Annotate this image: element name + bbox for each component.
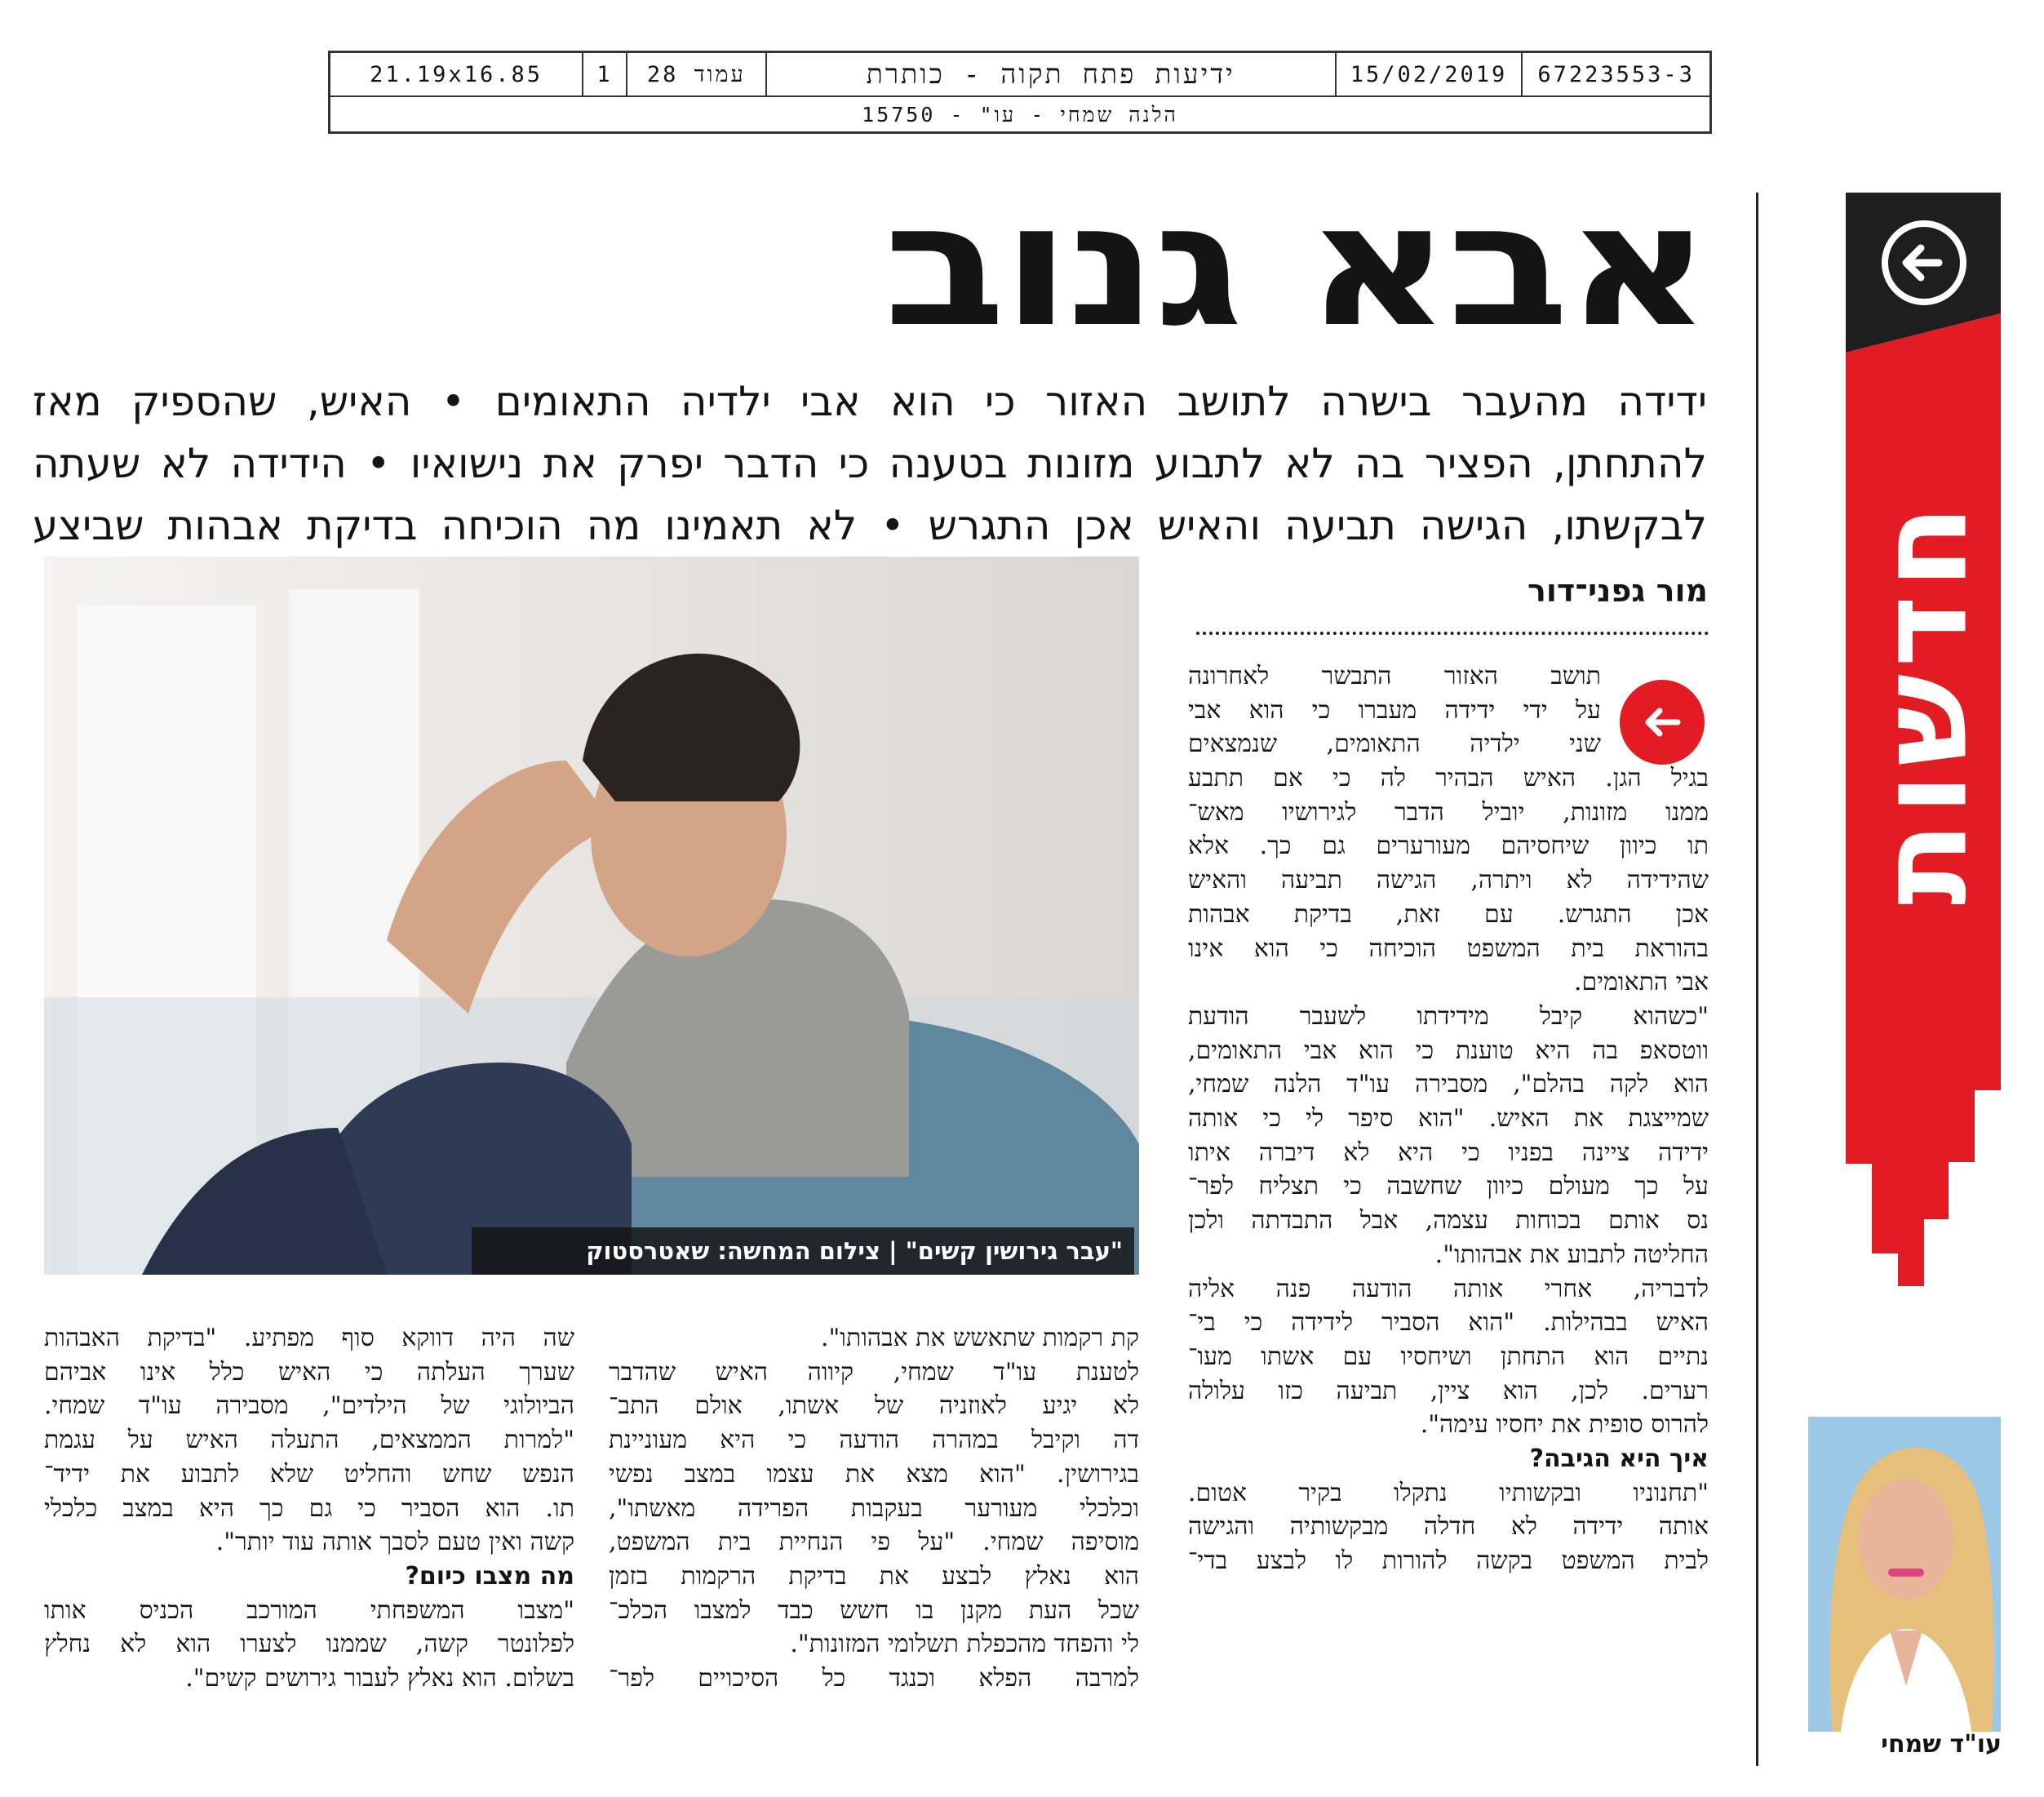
item-count: 1 xyxy=(582,53,626,95)
text-line: שני ילדיה התאומים, שנמצאים xyxy=(1188,730,1601,759)
text-line: בהוראת בית המשפט הוכיחה כי הוא אינו xyxy=(1188,934,1709,963)
text-line: להרוס סופית את יחסיו עימה". xyxy=(1420,1410,1709,1440)
text-line: לי והפחד מהכפלת תשלומי המזונות". xyxy=(790,1630,1139,1659)
text-line: שערך העלתה כי האיש כלל אינו אביהם xyxy=(44,1357,574,1387)
subtitle-line: להתחתן, הפציר בה לא לתבוע מזונות בטענה כי הדבר יפרק את נישואיו • הידידה לא שעתה xyxy=(33,440,1707,487)
text-line: החליטה לתבוע את אבהותו". xyxy=(1434,1240,1709,1269)
text-line: ממנו מזונות, יוביל הדבר לגירושיו מאש־ xyxy=(1188,797,1709,827)
text-line: קשה ואין טעם לסבך אותה עוד יותר". xyxy=(215,1528,574,1557)
article-photo xyxy=(44,557,1139,1275)
subtitle-line: ידידה מהעבר בישרה לתושב האזור כי הוא אבי ילדיה התאומים • האיש, שהספיק מאז xyxy=(33,378,1707,425)
text-line: רערים. לכן, הוא ציין, תביעה כזו עלולה xyxy=(1188,1376,1709,1405)
subheading-question: מה מצבו כיום? xyxy=(405,1561,574,1591)
text-line: על כך מעולם כיוון שחשבה כי תצליח לפר־ xyxy=(1188,1172,1709,1201)
byline-divider xyxy=(1196,632,1709,635)
page-number: עמוד 28 xyxy=(626,53,765,95)
text-line: אבי התאומים. xyxy=(1574,968,1709,997)
text-line: תו כיוון שיחסיהם מעורערים גם כך. אלא xyxy=(1188,832,1709,861)
byline: מור גפני־דור xyxy=(1527,573,1708,609)
text-line: שכל העת מקנן בו חשש כבד למצבו הכלכ־ xyxy=(609,1595,1139,1625)
text-line: קת רקמות שתאשש את אבהותו". xyxy=(820,1324,1139,1352)
text-line: הוא נאלץ לבצע את בדיקת הרקמות בזמן xyxy=(609,1561,1139,1591)
text-line: "כשהוא קיבל מידידתו לשעבר הודעת xyxy=(1188,1001,1709,1031)
text-line: נס אותם בכוחות עצמה, אבל התבדתה ולכן xyxy=(1188,1206,1709,1236)
text-line: לא יגיע לאוזניה של אשתו, אולם התב־ xyxy=(609,1391,1139,1421)
publication-name: ידיעות פתח תקוה - כותרת xyxy=(765,53,1335,95)
clip-id: 67223553-3 xyxy=(1521,53,1709,95)
clipping-header-row xyxy=(330,53,1709,97)
text-line: בשלום. הוא נאלץ לעבור גירושים קשים". xyxy=(185,1664,574,1693)
text-line: הנפש שחש והחליט שלא לתבוע את ידיד־ xyxy=(44,1459,574,1489)
text-line: ידידה ציינה בפניו כי היא לא דיברה איתו xyxy=(1188,1138,1709,1167)
portrait-caption: עו"ד שמחי xyxy=(1881,1730,2002,1759)
column-divider xyxy=(1756,193,1758,1766)
text-line: שמייצגת את האיש. "הוא סיפר לי כי אותה xyxy=(1188,1104,1709,1134)
text-line: הוא לקה בהלם", מסבירה עו"ד הלנה שמחי, xyxy=(1188,1070,1709,1099)
photo-caption: "עבר גירושין קשים" | צילום המחשה: שאטרסטוק xyxy=(472,1227,1134,1275)
text-line: לדבריה, אחרי אותה הודעה פנה אליה xyxy=(1188,1274,1709,1303)
text-line: שהידידה לא ויתרה, הגישה תביעה והאיש xyxy=(1188,866,1709,895)
text-line: "תחנוניו ובקשותיו נתקלו בקיר אטום. xyxy=(1188,1478,1709,1507)
text-line: מוסיפה שמחי. "על פי הנחיית בית המשפט, xyxy=(609,1528,1139,1557)
column-1-intro xyxy=(1188,659,1601,761)
text-line: על ידי ידידה מעברו כי הוא אבי xyxy=(1188,695,1601,725)
text-line: בגירושין. "הוא מצא את עצמו במצב נפשי xyxy=(609,1459,1139,1489)
text-line: תושב האזור התבשר לאחרונה xyxy=(1188,662,1601,690)
text-line: למרבה הפלא וכנגד כל הסיכויים לפר־ xyxy=(609,1664,1139,1693)
text-line: לבית המשפט בקשה להורות לו לבצע בדי־ xyxy=(1188,1546,1709,1576)
section-label-wrap xyxy=(1846,343,2001,1061)
text-line: שה היה דווקא סוף מפתיע. "בדיקת האבהות xyxy=(44,1324,574,1352)
lawyer-portrait xyxy=(1808,1417,2001,1732)
text-line: "מצבו המשפחתי המורכב הכניס אותו xyxy=(44,1595,574,1625)
subtitle xyxy=(33,370,1707,557)
arrow-left-circle-icon xyxy=(1878,217,1970,308)
subtitle-line: לבקשתו, הגישה תביעה והאיש אכן התגרש • לא תאמינו מה הוכיחה בדיקת אבהות שביצע xyxy=(33,502,1707,549)
client-line: הלנה שמחי - עו" - 15750 xyxy=(862,103,1178,126)
text-line: אותה ידידה לא חדלה מבקשותיה והגישה xyxy=(1188,1512,1709,1542)
clip-size: 21.19x16.85 xyxy=(370,61,543,87)
text-line: תו. הוא הסביר כי גם כך היא במצב כלכלי xyxy=(44,1493,574,1523)
column-3 xyxy=(44,1321,574,1696)
text-line: ווטסאפ בה היא טוענת כי הוא אבי התאומים, xyxy=(1188,1036,1709,1065)
text-line: אכן התגרש. עם זאת, בדיקת אבהות xyxy=(1188,899,1709,929)
text-line: לטענת עו"ד שמחי, קיווה האיש שהדבר xyxy=(609,1357,1139,1387)
text-line: וכלכלי מעורער בעקבות הפרידה מאשתו", xyxy=(609,1493,1139,1523)
text-line: "למרות הממצאים, התעלה האיש על עגמת xyxy=(44,1426,574,1455)
red-arrow-bullet-icon xyxy=(1619,679,1705,765)
section-label: חדשות xyxy=(1852,498,1994,906)
subheading-question: איך היא הגיבה? xyxy=(1529,1444,1709,1474)
text-line: האיש בבהילות. "הוא הסביר לידידה כי בי־ xyxy=(1188,1308,1709,1338)
text-line: בגיל הגן. האיש הבהיר לה כי אם תתבע xyxy=(1188,764,1709,792)
column-1 xyxy=(1188,761,1709,1578)
text-line: דה וקיבל במהרה הודעה כי היא מעוניינת xyxy=(609,1426,1139,1455)
text-line: נתיים הוא התחתן ושיחסיו עם אשתו מעו־ xyxy=(1188,1342,1709,1371)
clipping-header xyxy=(328,51,1712,134)
clip-date: 15/02/2019 xyxy=(1335,53,1522,95)
text-line: הביולוגי של הילדים", מסבירה עו"ד שמחי. xyxy=(44,1391,574,1421)
column-2 xyxy=(609,1321,1139,1696)
headline: אבא גנוב xyxy=(884,167,1708,365)
text-line: לפלונטר קשה, שממנו לצערו הוא לא נחלץ xyxy=(44,1630,574,1659)
